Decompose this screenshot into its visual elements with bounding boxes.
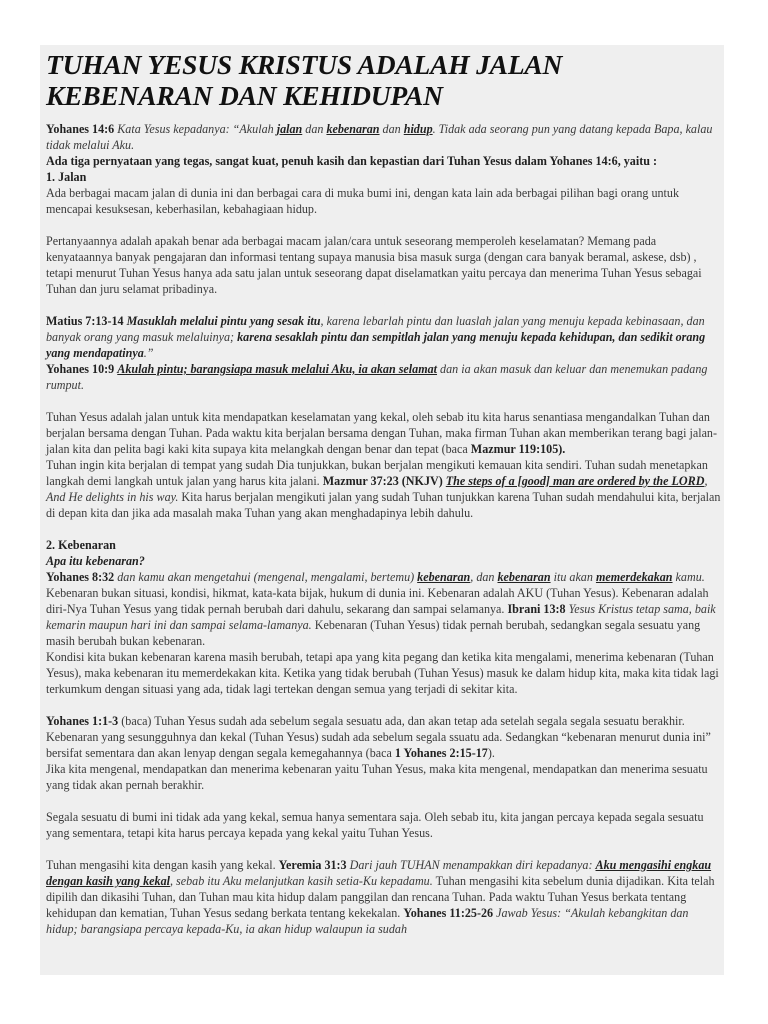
text-run: itu akan	[550, 570, 596, 584]
text-run: dan ia akan masuk dan keluar dan menemukan padang rumput.	[46, 362, 708, 392]
text-run: kamu.	[672, 570, 705, 584]
text-run: Mazmur 37:23 (NKJV)	[322, 474, 443, 488]
text-run: Mazmur 119:105).	[470, 442, 566, 456]
text-run: Kebenaran bukan situasi, kondisi, hikmat, kata-kata bijak, hukum di dunia ini. Kebenaran adalah AKU (Tuhan Yesus). Kebenaran adalah diri-Nya Tuhan Yesus yang tidak pernah berubah dari dahulu, sekarang dan sampai selamanya.	[46, 586, 709, 616]
text-run: Kita harus berjalan mengikuti jalan yang sudah Tuhan tunjukkan karena Tuhan sudah mendahului kita, berjalan di depan kita dan jika ada masalah maka Tuhan yang akan menghadapinya lebih dahulu.	[46, 490, 721, 520]
text-run: Matius 7:13-14	[46, 314, 124, 328]
text-run: 2. Kebenaran	[46, 538, 116, 552]
paragraph	[46, 553, 722, 569]
paragraph	[46, 713, 722, 761]
text-run: Yohanes 8:32	[46, 570, 115, 584]
paragraph	[46, 313, 722, 361]
text-run: The steps of a [good] man are ordered by the LORD	[445, 474, 705, 488]
paragraph	[46, 761, 722, 793]
paragraph	[46, 857, 722, 937]
text-run: Pertanyaannya adalah apakah benar ada berbagai macam jalan/cara untuk seseorang memperoleh keselamatan? Memang pada kenyataannya banyak pengajaran dan informasi tentang supaya manusia bisa masuk surga (dengan cara banyak beramal, askese, dsb) , tetapi menurut Tuhan Yesus hanya ada satu jalan untuk seseorang dapat diselamatkan yaitu percaya dan menerima Tuhan Yesus sebagai Tuhan dan juru selamat pribadinya.	[46, 234, 702, 296]
text-run: . Tidak ada seorang pun yang datang kepada Bapa, kalau tidak melalui Aku.	[46, 122, 713, 152]
text-run: (baca) Tuhan Yesus sudah ada sebelum segala sesuatu ada, dan akan tetap ada setelah segala segala sesuatu berakhir. Kebenaran yang sesungguhnya dan kekal (Tuhan Yesus) sudah ada sebelum segala ssuatu ada. Sedangkan “kebenaran menurut dunia ini” bersifat sementara dan akan lenyap dengan segala kemegahannya (baca	[46, 714, 711, 760]
text-run: Jawab Yesus: “Akulah kebangkitan dan hidup; barangsiapa percaya kepada-Ku, ia akan hidup walaupun ia sudah	[46, 906, 689, 936]
text-run: Akulah pintu; barangsiapa masuk melalui Aku, ia akan selamat	[117, 362, 438, 376]
document-content	[46, 49, 722, 937]
paragraph	[46, 409, 722, 457]
paragraph	[46, 537, 722, 553]
text-run: kebenaran	[417, 570, 471, 584]
text-run: 1 Yohanes 2:15-17	[394, 746, 488, 760]
paragraph	[46, 153, 722, 169]
document-page	[40, 45, 724, 975]
text-run: , karena lebarlah pintu dan luaslah jalan yang menuju kepada kebinasaan, dan banyak orang yang masuk melaluinya;	[46, 314, 705, 344]
paragraph	[46, 185, 722, 217]
text-run: Yohanes 11:25-26	[403, 906, 494, 920]
paragraph	[46, 585, 722, 649]
text-run: Ibrani 13:8	[507, 602, 566, 616]
text-run: Tuhan mengasihi kita dengan kasih yang kekal.	[46, 858, 279, 872]
text-run: dan kamu akan mengetahui (mengenal, mengalami, bertemu)	[114, 570, 418, 584]
text-run: Yohanes 10:9	[46, 362, 115, 376]
text-run: Kebenaran (Tuhan Yesus) tidak pernah berubah, sedangkan segala sesuatu yang masih berubah bukan kebenaran.	[46, 618, 701, 648]
paragraph-gap	[46, 217, 722, 233]
text-run: ).	[487, 746, 495, 760]
paragraph	[46, 361, 722, 393]
text-run: Tuhan Yesus adalah jalan untuk kita mendapatkan keselamatan yang kekal, oleh sebab itu kita harus senantiasa mengandalkan Tuhan dan berjalan bersama dengan Tuhan. Pada waktu kita berjalan bersama dengan Tuhan, maka firman Tuhan akan memberikan terang bagi jalan-jalan kita dan pelita bagi kaki kita supaya kita melangkah dengan benar dan tepat (baca	[46, 410, 718, 456]
paragraph-gap	[46, 297, 722, 313]
text-run: Yesus Kristus tetap sama, baik kemarin maupun hari ini dan sampai selama-lamanya.	[46, 602, 716, 632]
paragraph-gap	[46, 697, 722, 713]
text-run: , sebab itu Aku melanjutkan kasih setia-Ku kepadamu.	[169, 874, 433, 888]
text-run: , And He delights in his way.	[46, 474, 708, 504]
text-run: , dan	[470, 570, 498, 584]
text-run: Kata Yesus kepadanya: “Akulah	[114, 122, 277, 136]
text-run: hidup	[403, 122, 433, 136]
text-run: Yohanes 1:1-3	[46, 714, 119, 728]
text-run: Ada tiga pernyataan yang tegas, sangat kuat, penuh kasih dan kepastian dari Tuhan Yesus dalam Yohanes 14:6, yaitu :	[46, 154, 657, 168]
text-run: jalan	[276, 122, 303, 136]
text-run: Masuklah melalui pintu yang sesak itu	[126, 314, 321, 328]
text-run: Tuhan ingin kita berjalan di tempat yang sudah Dia tunjukkan, bukan berjalan mengikuti kemauan kita sendiri. Tuhan sudah menetapkan langkah demi langkah untuk jalan yang harus kita jalani.	[46, 458, 708, 488]
paragraph-gap	[46, 793, 722, 809]
text-run: Dari jauh TUHAN menampakkan diri kepadanya:	[346, 858, 596, 872]
text-run: dan	[379, 122, 404, 136]
document-title: TUHAN YESUS KRISTUS ADALAH JALAN KEBENARAN DAN KEHIDUPAN	[46, 49, 563, 111]
text-run: Aku mengasihi engkau dengan kasih yang kekal	[46, 858, 712, 888]
paragraph	[46, 809, 722, 841]
paragraph	[46, 569, 722, 585]
paragraph-gap	[46, 841, 722, 857]
text-run: Segala sesuatu di bumi ini tidak ada yang kekal, semua hanya sementara saja. Oleh sebab itu, kita jangan percaya kepada segala sesuatu yang sementara, tetapi kita harus percaya kepada yang kekal yaitu Tuhan Yesus.	[46, 810, 704, 840]
paragraph	[46, 457, 722, 521]
paragraph	[46, 169, 722, 185]
text-run: karena sesaklah pintu dan sempitlah jalan yang menuju kepada kehidupan, dan sedikit orang yang mendapatinya	[46, 330, 706, 360]
text-run: Yohanes 14:6	[46, 122, 115, 136]
paragraph-gap	[46, 521, 722, 537]
text-run: memerdekakan	[595, 570, 673, 584]
text-run: Kondisi kita bukan kebenaran karena masih berubah, tetapi apa yang kita pegang dan ketika kita mengalami, menerima kebenaran (Tuhan Yesus), maka kebenaran itu memerdekakan kita. Ketika yang tidak berubah (Tuhan Yesus) masuk ke dalam hidup kita, maka kita tidak lagi terkumkum dengan situasi yang ada, tidak lagi tertekan dengan semua yang terjadi di sekitar kita.	[46, 650, 719, 696]
text-run: dan	[302, 122, 327, 136]
text-run: Jika kita mengenal, mendapatkan dan menerima kebenaran yaitu Tuhan Yesus, maka kita mengenal, mendapatkan dan menerima sesuatu yang tidak akan pernah berakhir.	[46, 762, 708, 792]
document-body	[46, 121, 722, 937]
text-run: 1. Jalan	[46, 170, 87, 184]
paragraph	[46, 233, 722, 297]
paragraph	[46, 121, 722, 153]
paragraph	[46, 649, 722, 697]
text-run: Tuhan mengasihi kita sebelum dunia dijadikan. Kita telah dipilih dan dikasihi Tuhan, dan Tuhan mau kita hidup dalam panggilan dan rencana Tuhan. Pada waktu Tuhan Yesus berkata tentang kehidupan dan kematian, Tuhan Yesus sedang berkata tentang kekekalan.	[46, 874, 715, 920]
text-run: .”	[143, 346, 154, 360]
text-run: kebenaran	[497, 570, 551, 584]
text-run: Yeremia 31:3	[278, 858, 347, 872]
text-run: kebenaran	[326, 122, 380, 136]
paragraph-gap	[46, 393, 722, 409]
text-run: Ada berbagai macam jalan di dunia ini dan berbagai cara di muka bumi ini, dengan kata lain ada berbagai pilihan bagi orang untuk mencapai kesuksesan, keberhasilan, kebahagiaan hidup.	[46, 186, 680, 216]
text-run: Apa itu kebenaran?	[46, 554, 145, 568]
